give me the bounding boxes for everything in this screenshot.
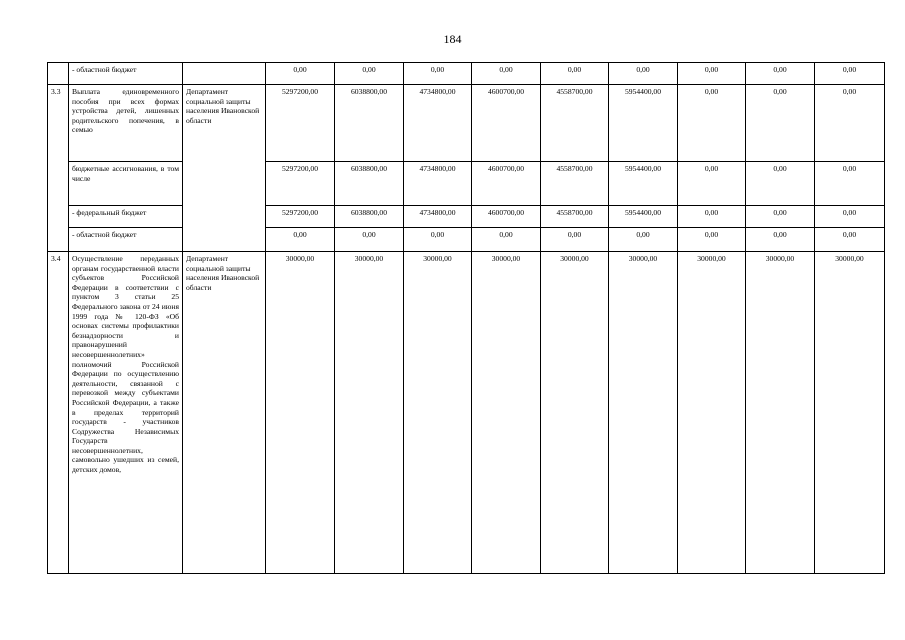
value-cell: 0,00 (266, 63, 335, 85)
value-cell: 4734800,00 (404, 85, 472, 162)
value-cell: 30000,00 (266, 252, 335, 574)
value-cell: 0,00 (815, 162, 885, 206)
value-cell: 30000,00 (541, 252, 609, 574)
value-cell: 0,00 (678, 206, 746, 228)
value-cell: 5954400,00 (609, 206, 678, 228)
value-cell: 0,00 (815, 63, 885, 85)
row-executor-cell (183, 63, 266, 85)
value-cell: 30000,00 (335, 252, 404, 574)
value-cell: 5954400,00 (609, 85, 678, 162)
value-cell: 4600700,00 (472, 162, 541, 206)
value-cell: 0,00 (746, 162, 815, 206)
value-cell: 0,00 (815, 85, 885, 162)
value-cell: 30000,00 (815, 252, 885, 574)
value-cell: 0,00 (266, 228, 335, 252)
value-cell: 30000,00 (404, 252, 472, 574)
value-cell: 4558700,00 (541, 206, 609, 228)
value-cell: 30000,00 (746, 252, 815, 574)
value-cell: 5297200,00 (266, 206, 335, 228)
value-cell: 5954400,00 (609, 162, 678, 206)
value-cell: 0,00 (746, 85, 815, 162)
table-row (48, 252, 885, 574)
budget-table (47, 62, 885, 574)
value-cell: 0,00 (472, 228, 541, 252)
value-cell: 4734800,00 (404, 162, 472, 206)
table-row (48, 85, 885, 162)
value-cell: 5297200,00 (266, 85, 335, 162)
value-cell: 0,00 (678, 228, 746, 252)
value-cell: 0,00 (541, 228, 609, 252)
value-cell: 30000,00 (609, 252, 678, 574)
value-cell: 0,00 (746, 228, 815, 252)
value-cell: 0,00 (404, 63, 472, 85)
row-index-cell: 3.3 (48, 85, 69, 252)
value-cell: 6038800,00 (335, 85, 404, 162)
value-cell: 0,00 (678, 63, 746, 85)
value-cell: 0,00 (335, 63, 404, 85)
row-description-cell: Осуществление переданных органам государственной власти субъектов Российской Федерации в соответствии с пунктом 3 статьи 25 Федерального закона от 24 июня 1999 года № 120-ФЗ «Об основах системы профилактики безнадзорности и правонарушений несовершеннолетних» полномочий Российской Федерации по осуществлению деятельности, связанной с перевозкой между субъектами Российской Федерации, а также в пределах территорий государств - участников Содружества Независимых Государств несовершеннолетних, самовольно ушедших из семей, детских домов, (69, 252, 183, 574)
value-cell: 4558700,00 (541, 162, 609, 206)
row-description-cell: - областной бюджет (69, 228, 183, 252)
value-cell: 0,00 (678, 85, 746, 162)
value-cell: 0,00 (746, 206, 815, 228)
page-number: 184 (443, 32, 462, 46)
value-cell: 4734800,00 (404, 206, 472, 228)
row-description-cell: Выплата единовременного пособия при всех формах устройства детей, лишенных родительского попечения, в семью (69, 85, 183, 162)
row-executor-cell: Департамент социальной защиты населения Ивановской области (183, 252, 266, 574)
row-description-cell: - областной бюджет (69, 63, 183, 85)
value-cell: 0,00 (472, 63, 541, 85)
value-cell: 4600700,00 (472, 206, 541, 228)
table-row (48, 206, 885, 228)
value-cell: 0,00 (815, 228, 885, 252)
value-cell: 30000,00 (678, 252, 746, 574)
table-row (48, 228, 885, 252)
row-index-cell: 3.4 (48, 252, 69, 574)
value-cell: 6038800,00 (335, 162, 404, 206)
value-cell: 0,00 (335, 228, 404, 252)
value-cell: 6038800,00 (335, 206, 404, 228)
value-cell: 30000,00 (472, 252, 541, 574)
value-cell: 4600700,00 (472, 85, 541, 162)
row-executor-cell: Департамент социальной защиты населения Ивановской области (183, 85, 266, 252)
value-cell: 0,00 (746, 63, 815, 85)
value-cell: 5297200,00 (266, 162, 335, 206)
value-cell: 0,00 (609, 228, 678, 252)
value-cell: 0,00 (815, 206, 885, 228)
value-cell: 0,00 (609, 63, 678, 85)
row-index-cell (48, 63, 69, 85)
value-cell: 0,00 (404, 228, 472, 252)
table-row (48, 63, 885, 85)
table-row (48, 162, 885, 206)
row-description-cell: - федеральный бюджет (69, 206, 183, 228)
row-description-cell: бюджетные ассигнования, в том числе (69, 162, 183, 206)
value-cell: 4558700,00 (541, 85, 609, 162)
value-cell: 0,00 (678, 162, 746, 206)
value-cell: 0,00 (541, 63, 609, 85)
